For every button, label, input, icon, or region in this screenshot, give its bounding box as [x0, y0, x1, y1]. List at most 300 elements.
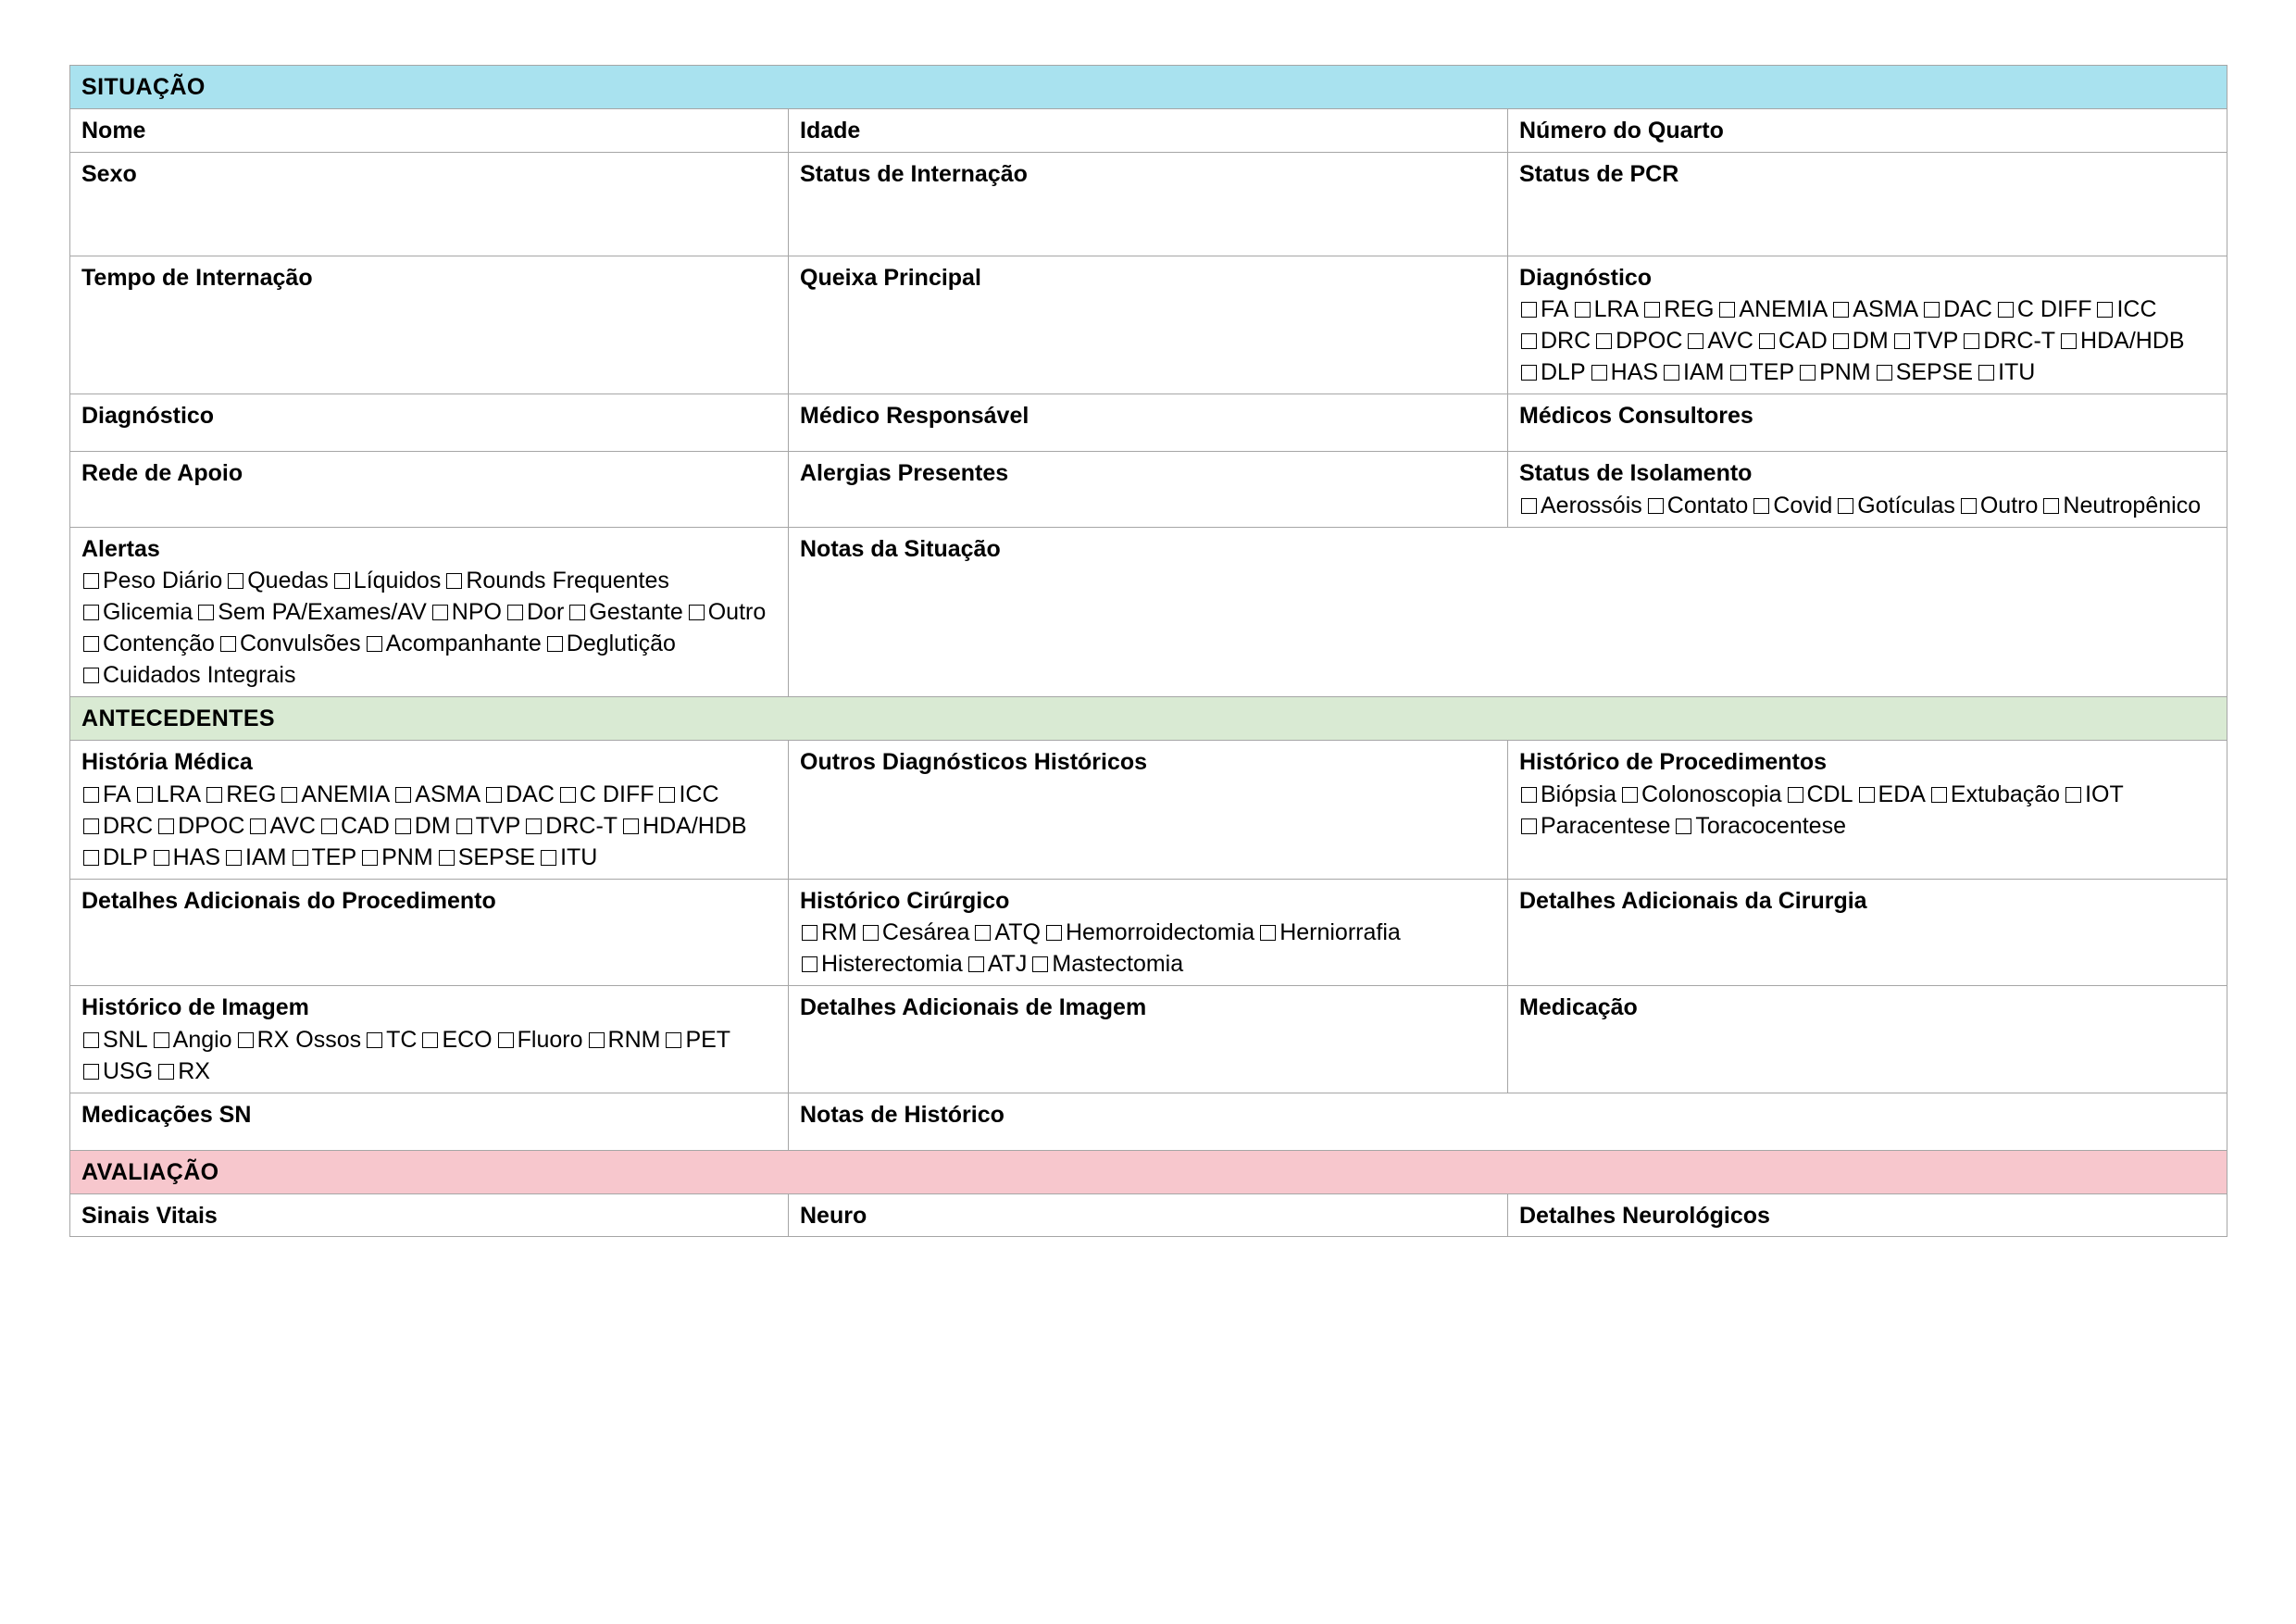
label-historico-imagem: Histórico de Imagem	[81, 994, 309, 1020]
checkbox-icon[interactable]	[1046, 925, 1062, 941]
field-outros-diagnosticos[interactable]	[789, 741, 1508, 880]
checkbox-option[interactable]	[430, 596, 502, 628]
checkbox-label: ANEMIA	[301, 781, 391, 807]
section-title-situacao: SITUAÇÃO	[70, 66, 2227, 109]
field-tempo-internacao[interactable]	[70, 256, 789, 394]
checkbox-option[interactable]	[444, 565, 669, 596]
checkbox-option[interactable]	[393, 810, 451, 842]
field-medico-responsavel[interactable]	[789, 394, 1508, 452]
checkbox-option[interactable]	[1831, 294, 1918, 325]
checkbox-icon[interactable]	[250, 818, 266, 834]
label-status-internacao: Status de Internação	[800, 160, 1028, 187]
checkbox-icon[interactable]	[1521, 365, 1537, 381]
checkbox-label: Sem PA/Exames/AV	[218, 599, 427, 625]
checkbox-option[interactable]	[1620, 779, 1782, 810]
checkbox-icon[interactable]	[666, 1032, 681, 1048]
checkbox-option[interactable]	[1519, 294, 1569, 325]
field-sinais-vitais[interactable]	[70, 1193, 789, 1237]
row-medicos	[70, 394, 2227, 452]
label-status-isolamento: Status de Isolamento	[1519, 460, 1753, 486]
checkbox-label: CDL	[1806, 781, 1853, 807]
checkbox-icon[interactable]	[439, 850, 455, 866]
checkbox-option[interactable]	[1594, 325, 1682, 356]
checkbox-label: TC	[386, 1026, 418, 1053]
checkbox-icon[interactable]	[526, 818, 542, 834]
checkbox-icon[interactable]	[83, 1032, 99, 1048]
checkbox-icon[interactable]	[1521, 787, 1537, 803]
checkbox-label: REG	[1664, 296, 1715, 322]
checkbox-option[interactable]	[81, 628, 215, 659]
checkbox-option[interactable]	[484, 779, 555, 810]
field-detalhes-cirurgia[interactable]	[1508, 879, 2227, 986]
checkbox-label: Outro	[707, 599, 767, 625]
checkbox-icon[interactable]	[1978, 365, 1994, 381]
checkbox-option[interactable]	[800, 917, 857, 948]
checkbox-option[interactable]	[967, 948, 1028, 980]
checkbox-icon[interactable]	[1521, 818, 1537, 834]
checkbox-icon[interactable]	[659, 787, 675, 803]
checkbox-option[interactable]	[1519, 325, 1591, 356]
checkbox-option[interactable]	[1786, 779, 1853, 810]
checkbox-icon[interactable]	[486, 787, 502, 803]
checkbox-icon[interactable]	[334, 573, 350, 589]
checkbox-label: TEP	[311, 843, 357, 870]
checkbox-icon[interactable]	[83, 787, 99, 803]
checkbox-option[interactable]	[2064, 779, 2124, 810]
checkbox-option[interactable]	[1836, 490, 1955, 521]
checkbox-label: DM	[1852, 328, 1889, 354]
checkbox-label: FA	[1541, 296, 1569, 322]
checkbox-label: SEPSE	[457, 843, 536, 870]
checkbox-label: Colonoscopia	[1641, 781, 1782, 807]
checkbox-label: Biópsia	[1541, 781, 1616, 807]
checkbox-icon[interactable]	[238, 1032, 254, 1048]
checkbox-label: Fluoro	[517, 1026, 583, 1053]
checkbox-label: Gotículas	[1857, 492, 1955, 518]
checkbox-option[interactable]	[1996, 294, 2092, 325]
label-diagnostico: Diagnóstico	[1519, 264, 1653, 291]
row-cirurgico	[70, 879, 2227, 986]
checkbox-group-diagnostico[interactable]	[1519, 294, 2217, 388]
checkbox-icon[interactable]	[1575, 302, 1591, 318]
checkbox-icon[interactable]	[1877, 365, 1892, 381]
field-rede-apoio[interactable]	[70, 452, 789, 528]
checkbox-option[interactable]	[156, 1056, 210, 1087]
checkbox-option[interactable]	[360, 842, 433, 873]
checkbox-icon[interactable]	[83, 573, 99, 589]
checkbox-option[interactable]	[218, 628, 361, 659]
checkbox-icon[interactable]	[1964, 333, 1979, 349]
checkbox-option[interactable]	[1922, 294, 1992, 325]
checkbox-label: Glicemia	[103, 599, 193, 625]
checkbox-icon[interactable]	[569, 605, 585, 620]
checkbox-option[interactable]	[664, 1024, 730, 1056]
field-medicacoes-sn[interactable]	[70, 1093, 789, 1150]
checkbox-option[interactable]	[81, 659, 295, 691]
checkbox-option[interactable]	[1642, 294, 1714, 325]
checkbox-option[interactable]	[437, 842, 535, 873]
checkbox-label: CAD	[1778, 328, 1828, 354]
field-historico-imagem[interactable]	[70, 986, 789, 1093]
field-diagnostico-texto[interactable]	[70, 394, 789, 452]
checkbox-option[interactable]	[1519, 779, 1616, 810]
checkbox-option[interactable]	[1674, 810, 1846, 842]
checkbox-icon[interactable]	[293, 850, 308, 866]
checkbox-option[interactable]	[861, 917, 970, 948]
checkbox-icon[interactable]	[422, 1032, 438, 1048]
checkbox-icon[interactable]	[456, 818, 472, 834]
checkbox-option[interactable]	[1857, 779, 1926, 810]
checkbox-icon[interactable]	[1788, 787, 1803, 803]
checkbox-option[interactable]	[524, 810, 618, 842]
checkbox-icon[interactable]	[446, 573, 462, 589]
checkbox-option[interactable]	[1728, 356, 1795, 388]
checkbox-group-procedimentos[interactable]	[1519, 779, 2217, 842]
checkbox-option[interactable]	[81, 1056, 153, 1087]
checkbox-option[interactable]	[2095, 294, 2156, 325]
field-queixa-principal[interactable]	[789, 256, 1508, 394]
label-medicacoes-sn: Medicações SN	[81, 1101, 252, 1128]
checkbox-option[interactable]	[973, 917, 1041, 948]
checkbox-icon[interactable]	[1838, 498, 1853, 514]
checkbox-icon[interactable]	[1676, 818, 1691, 834]
checkbox-label: LRA	[1593, 296, 1640, 322]
checkbox-icon[interactable]	[198, 605, 214, 620]
checkbox-icon[interactable]	[395, 818, 411, 834]
label-sinais-vitais: Sinais Vitais	[81, 1202, 218, 1229]
checkbox-option[interactable]	[505, 596, 564, 628]
field-status-internacao[interactable]	[789, 152, 1508, 256]
field-sexo[interactable]	[70, 152, 789, 256]
checkbox-label: ICC	[679, 781, 719, 807]
checkbox-option[interactable]	[1962, 325, 2055, 356]
checkbox-label: DRC	[1541, 328, 1591, 354]
checkbox-option[interactable]	[81, 810, 153, 842]
checkbox-icon[interactable]	[1644, 302, 1660, 318]
checkbox-option[interactable]	[365, 628, 542, 659]
checkbox-icon[interactable]	[1800, 365, 1816, 381]
checkbox-option[interactable]	[568, 596, 682, 628]
checkbox-option[interactable]	[1662, 356, 1724, 388]
checkbox-option[interactable]	[455, 810, 521, 842]
checkbox-icon[interactable]	[1859, 787, 1875, 803]
checkbox-label: ASMA	[415, 781, 481, 807]
checkbox-option[interactable]	[319, 810, 390, 842]
field-historico-cirurgico[interactable]	[789, 879, 1508, 986]
field-notas-historico[interactable]	[789, 1093, 2227, 1150]
checkbox-icon[interactable]	[498, 1032, 514, 1048]
checkbox-label: EDA	[1878, 781, 1926, 807]
checkbox-icon[interactable]	[1961, 498, 1977, 514]
checkbox-icon[interactable]	[560, 787, 576, 803]
checkbox-option[interactable]	[1519, 810, 1670, 842]
checkbox-option[interactable]	[687, 596, 767, 628]
label-historia-medica: História Médica	[81, 749, 253, 775]
checkbox-option[interactable]	[539, 842, 597, 873]
checkbox-icon[interactable]	[1622, 787, 1638, 803]
checkbox-icon[interactable]	[154, 1032, 169, 1048]
checkbox-label: Contenção	[103, 631, 215, 656]
checkbox-icon[interactable]	[137, 787, 153, 803]
checkbox-label: ATJ	[987, 951, 1028, 977]
checkbox-icon[interactable]	[158, 818, 174, 834]
checkbox-option[interactable]	[420, 1024, 492, 1056]
checkbox-icon[interactable]	[1894, 333, 1910, 349]
checkbox-icon[interactable]	[802, 956, 817, 972]
checkbox-icon[interactable]	[226, 850, 242, 866]
checkbox-option[interactable]	[156, 810, 244, 842]
checkbox-icon[interactable]	[1719, 302, 1735, 318]
field-numero-quarto[interactable]	[1508, 109, 2227, 153]
field-medicos-consultores[interactable]	[1508, 394, 2227, 452]
checkbox-label: ASMA	[1853, 296, 1919, 322]
checkbox-icon[interactable]	[623, 818, 639, 834]
label-medicacao: Medicação	[1519, 994, 1638, 1020]
row-tempo-queixa-diagnostico	[70, 256, 2227, 394]
checkbox-icon[interactable]	[83, 605, 99, 620]
section-title-avaliacao: AVALIAÇÃO	[70, 1150, 2227, 1193]
checkbox-icon[interactable]	[1688, 333, 1703, 349]
checkbox-option[interactable]	[81, 1024, 148, 1056]
checkbox-icon[interactable]	[1833, 333, 1849, 349]
checkbox-option[interactable]	[1798, 356, 1871, 388]
checkbox-icon[interactable]	[1924, 302, 1940, 318]
checkbox-icon[interactable]	[1521, 498, 1537, 514]
checkbox-group-alertas[interactable]	[81, 565, 779, 691]
checkbox-group-cirurgico[interactable]	[800, 917, 1498, 980]
checkbox-icon[interactable]	[362, 850, 378, 866]
checkbox-label: TVP	[1913, 328, 1959, 354]
checkbox-option[interactable]	[1030, 948, 1183, 980]
checkbox-icon[interactable]	[154, 850, 169, 866]
checkbox-icon[interactable]	[432, 605, 448, 620]
field-detalhes-neurologicos[interactable]	[1508, 1193, 2227, 1237]
checkbox-option[interactable]	[365, 1024, 417, 1056]
checkbox-label: Rounds Frequentes	[466, 568, 669, 593]
checkbox-icon[interactable]	[1833, 302, 1849, 318]
checkbox-icon[interactable]	[367, 1032, 382, 1048]
checkbox-option[interactable]	[1646, 490, 1749, 521]
checkbox-icon[interactable]	[541, 850, 556, 866]
checkbox-option[interactable]	[1258, 917, 1401, 948]
checkbox-option[interactable]	[545, 628, 676, 659]
checkbox-label: ECO	[442, 1026, 493, 1053]
checkbox-option[interactable]	[205, 779, 276, 810]
checkbox-icon[interactable]	[1730, 365, 1746, 381]
checkbox-option[interactable]	[496, 1024, 583, 1056]
checkbox-label: DLP	[1541, 359, 1586, 385]
checkbox-label: C DIFF	[2016, 296, 2092, 322]
checkbox-label: PET	[685, 1026, 731, 1053]
checkbox-option[interactable]	[1717, 294, 1828, 325]
checkbox-label: IOT	[2085, 781, 2124, 807]
checkbox-option[interactable]	[81, 842, 148, 873]
checkbox-option[interactable]	[332, 565, 442, 596]
checkbox-icon[interactable]	[321, 818, 337, 834]
checkbox-option[interactable]	[81, 779, 131, 810]
label-tempo-internacao: Tempo de Internação	[81, 264, 313, 291]
label-detalhes-imagem: Detalhes Adicionais de Imagem	[800, 994, 1147, 1020]
checkbox-label: AVC	[269, 812, 316, 839]
checkbox-group-isolamento[interactable]	[1519, 490, 2217, 521]
label-alergias-presentes: Alergias Presentes	[800, 460, 1009, 486]
checkbox-icon[interactable]	[281, 787, 297, 803]
checkbox-label: DRC-T	[545, 812, 618, 839]
field-status-isolamento[interactable]	[1508, 452, 2227, 528]
checkbox-icon[interactable]	[2061, 333, 2077, 349]
checkbox-option[interactable]	[196, 596, 427, 628]
checkbox-icon[interactable]	[802, 925, 817, 941]
checkbox-option[interactable]	[248, 810, 316, 842]
checkbox-option[interactable]	[2041, 490, 2201, 521]
checkbox-icon[interactable]	[1753, 498, 1769, 514]
checkbox-icon[interactable]	[83, 1064, 99, 1080]
checkbox-icon[interactable]	[863, 925, 879, 941]
checkbox-icon[interactable]	[689, 605, 705, 620]
field-alertas[interactable]	[70, 527, 789, 697]
checkbox-group-historia-medica[interactable]	[81, 779, 779, 873]
checkbox-option[interactable]	[2059, 325, 2185, 356]
checkbox-label: DPOC	[1616, 328, 1683, 354]
checkbox-icon[interactable]	[1931, 787, 1947, 803]
label-status-pcr: Status de PCR	[1519, 160, 1679, 187]
checkbox-option[interactable]	[81, 565, 222, 596]
checkbox-label: Angio	[172, 1026, 232, 1053]
checkbox-option[interactable]	[236, 1024, 362, 1056]
label-queixa-principal: Queixa Principal	[800, 264, 981, 291]
label-nome: Nome	[81, 118, 146, 144]
checkbox-icon[interactable]	[968, 956, 984, 972]
checkbox-icon[interactable]	[1591, 365, 1607, 381]
checkbox-option[interactable]	[587, 1024, 661, 1056]
section-header-antecedentes	[70, 697, 2227, 741]
checkbox-option[interactable]	[393, 779, 480, 810]
checkbox-label: RM	[821, 919, 857, 945]
checkbox-icon[interactable]	[1260, 925, 1276, 941]
checkbox-label: Neutropênico	[2063, 492, 2202, 518]
checkbox-icon[interactable]	[206, 787, 222, 803]
row-alertas-notas	[70, 527, 2227, 697]
label-detalhes-procedimento: Detalhes Adicionais do Procedimento	[81, 887, 496, 914]
checkbox-option[interactable]	[135, 779, 202, 810]
checkbox-option[interactable]	[1959, 490, 2039, 521]
checkbox-option[interactable]	[800, 948, 963, 980]
row-avaliacao-inicio	[70, 1193, 2227, 1237]
checkbox-icon[interactable]	[83, 636, 99, 652]
checkbox-icon[interactable]	[1521, 333, 1537, 349]
checkbox-icon[interactable]	[1998, 302, 2014, 318]
checkbox-label: TEP	[1749, 359, 1795, 385]
checkbox-label: ITU	[1998, 359, 2036, 385]
checkbox-option[interactable]	[224, 842, 286, 873]
checkbox-icon[interactable]	[1648, 498, 1664, 514]
checkbox-icon[interactable]	[1521, 302, 1537, 318]
checkbox-label: ANEMIA	[1739, 296, 1828, 322]
checkbox-option[interactable]	[81, 596, 193, 628]
checkbox-icon[interactable]	[1596, 333, 1612, 349]
checkbox-option[interactable]	[291, 842, 357, 873]
field-detalhes-imagem[interactable]	[789, 986, 1508, 1093]
checkbox-icon[interactable]	[2097, 302, 2113, 318]
label-idade: Idade	[800, 118, 861, 144]
checkbox-group-imagem[interactable]	[81, 1024, 779, 1087]
field-idade[interactable]	[789, 109, 1508, 153]
checkbox-label: NPO	[451, 599, 502, 625]
checkbox-label: DRC	[103, 812, 154, 839]
checkbox-icon[interactable]	[83, 850, 99, 866]
checkbox-option[interactable]	[1831, 325, 1889, 356]
checkbox-icon[interactable]	[547, 636, 563, 652]
checkbox-option[interactable]	[1686, 325, 1753, 356]
checkbox-label: Peso Diário	[103, 568, 223, 593]
checkbox-icon[interactable]	[507, 605, 523, 620]
checkbox-option[interactable]	[558, 779, 655, 810]
checkbox-icon[interactable]	[2065, 787, 2081, 803]
field-detalhes-procedimento[interactable]	[70, 879, 789, 986]
field-medicacao[interactable]	[1508, 986, 2227, 1093]
checkbox-option[interactable]	[1752, 490, 1832, 521]
checkbox-icon[interactable]	[228, 573, 243, 589]
field-notas-situacao[interactable]	[789, 527, 2227, 697]
checkbox-option[interactable]	[1929, 779, 2060, 810]
field-neuro[interactable]	[789, 1193, 1508, 1237]
field-diagnostico-checklist[interactable]	[1508, 256, 2227, 394]
checkbox-icon[interactable]	[975, 925, 991, 941]
field-historia-medica[interactable]	[70, 741, 789, 880]
checkbox-icon[interactable]	[220, 636, 236, 652]
checkbox-label: Quedas	[247, 568, 329, 593]
checkbox-option[interactable]	[1519, 356, 1586, 388]
checkbox-option[interactable]	[657, 779, 718, 810]
checkbox-icon[interactable]	[2043, 498, 2059, 514]
checkbox-label: HAS	[1610, 359, 1659, 385]
checkbox-option[interactable]	[1044, 917, 1254, 948]
checkbox-icon[interactable]	[158, 1064, 174, 1080]
checkbox-option[interactable]	[1573, 294, 1640, 325]
checkbox-label: PNM	[381, 843, 433, 870]
checkbox-icon[interactable]	[83, 668, 99, 683]
checkbox-label: ICC	[2116, 296, 2157, 322]
checkbox-option[interactable]	[1875, 356, 1973, 388]
checkbox-icon[interactable]	[1032, 956, 1048, 972]
checkbox-option[interactable]	[621, 810, 747, 842]
checkbox-option[interactable]	[1757, 325, 1828, 356]
checkbox-icon[interactable]	[367, 636, 382, 652]
checkbox-label: Contato	[1666, 492, 1749, 518]
field-historico-procedimentos[interactable]	[1508, 741, 2227, 880]
checkbox-icon[interactable]	[395, 787, 411, 803]
checkbox-label: Convulsões	[239, 631, 361, 656]
label-historico-procedimentos: Histórico de Procedimentos	[1519, 749, 1828, 775]
checkbox-option[interactable]	[1590, 356, 1658, 388]
checkbox-icon[interactable]	[83, 818, 99, 834]
checkbox-option[interactable]	[152, 842, 220, 873]
checkbox-label: C DIFF	[579, 781, 655, 807]
field-status-pcr[interactable]	[1508, 152, 2227, 256]
checkbox-icon[interactable]	[1759, 333, 1775, 349]
checkbox-option[interactable]	[152, 1024, 232, 1056]
field-nome[interactable]	[70, 109, 789, 153]
checkbox-option[interactable]	[1892, 325, 1959, 356]
checkbox-option[interactable]	[1977, 356, 2035, 388]
checkbox-option[interactable]	[226, 565, 329, 596]
checkbox-icon[interactable]	[589, 1032, 605, 1048]
checkbox-option[interactable]	[280, 779, 390, 810]
checkbox-label: RX Ossos	[256, 1026, 362, 1053]
field-alergias-presentes[interactable]	[789, 452, 1508, 528]
checkbox-option[interactable]	[1519, 490, 1642, 521]
checkbox-icon[interactable]	[1664, 365, 1679, 381]
